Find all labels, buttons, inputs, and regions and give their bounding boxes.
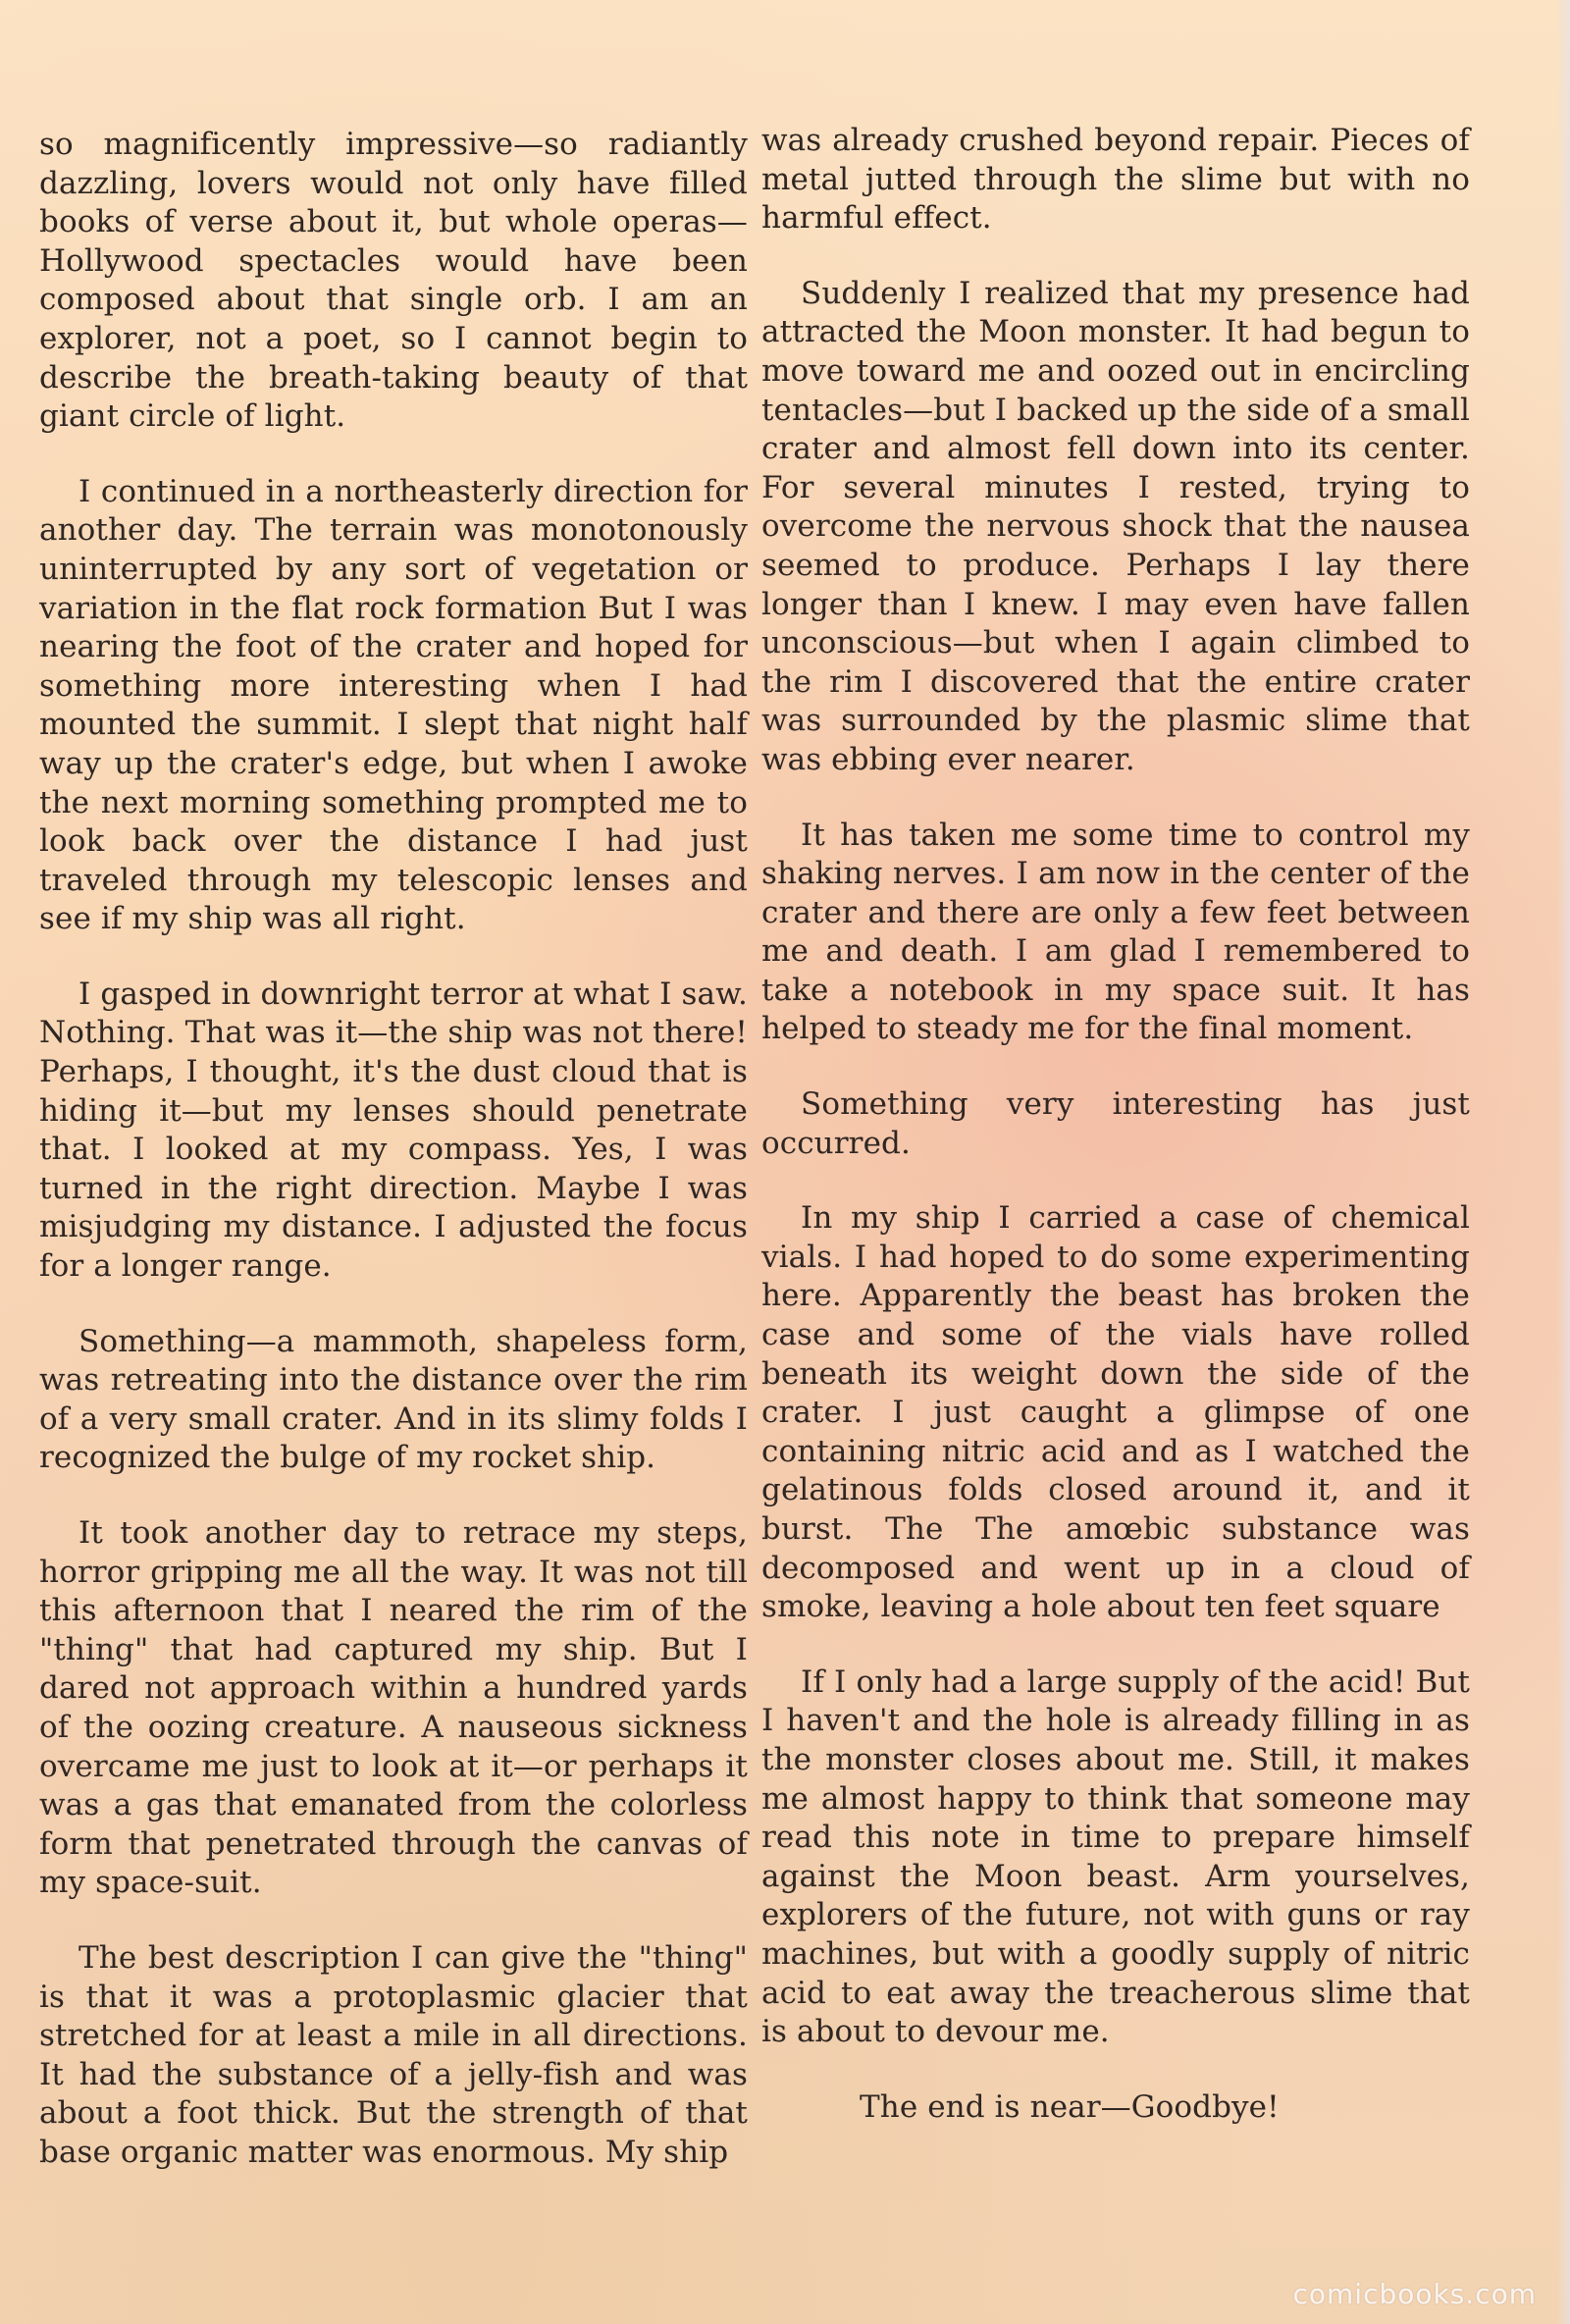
watermark: comicbooks.com xyxy=(1292,2278,1537,2310)
paragraph: If I only had a large supply of the acid! But I haven't and the hole is already filling in as the monster closes about me. Still, it makes me almost happy to think that someone may read this note in time to prepare himself against the Moon beast. Arm yourselves, explorers of the future, not with guns or ray machines, but with a goodly supply of nitric acid to eat away the treacherous slime that is about to devour me. xyxy=(761,1664,1470,2050)
page-edge xyxy=(1556,0,1570,2324)
paragraph: was already crushed beyond repair. Pieces of metal jutted through the slime but with no harmful effect. xyxy=(761,123,1470,237)
paragraph: Something—a mammoth, shapeless form, was retreating into the distance over the rim of a very small crater. And in its slimy folds I recognized the bulge of my rocket ship. xyxy=(39,1323,748,1476)
paragraph: In my ship I carried a case of chemical vials. I had hoped to do some experimenting here. Apparently the beast has broken the case and some of the vials have rolled beneath its weight down the side of the crater. I just caught a glimpse of one containing nitric acid and as I watched the gelatinous folds closed around it, and it burst. The The amœbic substance was decomposed and went up in a cloud of smoke, leaving a hole about ten feet square xyxy=(761,1200,1470,1625)
paragraph: I gasped in downright terror at what I saw. Nothing. That was it—the ship was not there! Perhaps, I thought, it's the dust cloud that is hiding it—but my lenses should penetrate that. I looked at my compass. Yes, I was turned in the right direction. Maybe I was misjudging my distance. I adjusted the focus for a longer range. xyxy=(39,976,748,1285)
paragraph: Suddenly I realized that my presence had attracted the Moon monster. It had begun to move toward me and oozed out in encircling tentacles—but I backed up the side of a small crater and almost fell down into its center. For several minutes I rested, trying to overcome the nervous shock that the nausea seemed to produce. Perhaps I lay there longer than I knew. I may even have fallen unconscious—but when I again climbed to the rim I discovered that the entire crater was surrounded by the plasmic slime that was ebbing ever nearer. xyxy=(761,275,1470,777)
paragraph: I continued in a northeasterly direction for another day. The terrain was monotonously uninterrupted by any sort of vegetation or variation in the flat rock formation But I was nearing the foot of the crater and hoped for something more interesting when I had mounted the summit. I slept that night half way up the crater's edge, but when I awoke the next morning something prompted me to look back over the distance I had just traveled through my telescopic lenses and see if my ship was all right. xyxy=(39,473,748,937)
right-text-column xyxy=(761,122,1470,2163)
left-text-column xyxy=(39,126,748,2209)
paragraph: The best description I can give the "thing" is that it was a protoplasmic glacier that stretched for at least a mile in all directions. It had the substance of a jelly-fish and was about a foot thick. But the strength of that base organic matter was enormous. My ship xyxy=(39,1939,748,2170)
paragraph: Something very interesting has just occurred. xyxy=(761,1086,1470,1161)
paragraph: It took another day to retrace my steps, horror gripping me all the way. It was not till this afternoon that I neared the rim of the "thing" that had captured my ship. But I dared not approach within a hundred yards of the oozing creature. A nauseous sickness overcame me just to look at it—or perhaps it was a gas that emanated from the colorless form that penetrated through the canvas of my space-suit. xyxy=(39,1515,748,1901)
closing-line: The end is near—Goodbye! xyxy=(860,2088,1280,2125)
paragraph: so magnificently impressive—so radiantly dazzling, lovers would not only have filled books of verse about it, but whole operas—Hollywood spectacles would have been composed about that single orb. I am an explorer, not a poet, so I cannot begin to describe the breath-taking beauty of that giant circle of light. xyxy=(39,127,748,435)
paragraph: It has taken me some time to control my shaking nerves. I am now in the center of the crater and there are only a few feet between me and death. I am glad I remembered to take a notebook in my space suit. It has helped to steady me for the final moment. xyxy=(761,817,1470,1047)
